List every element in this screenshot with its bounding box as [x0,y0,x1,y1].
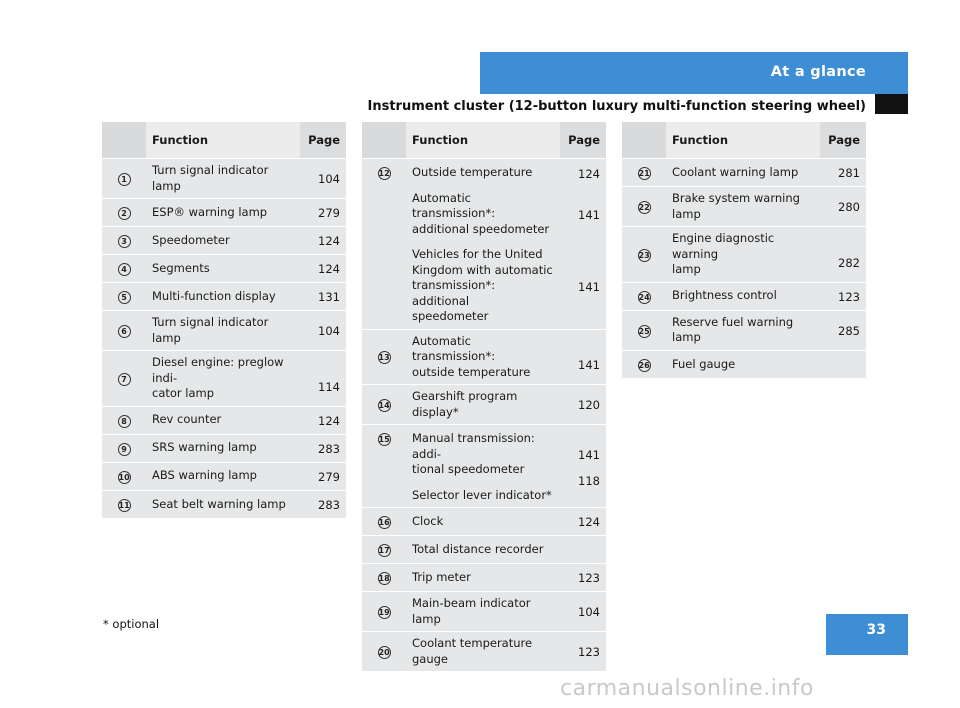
page-ref: 104 [318,324,340,339]
page-cell [300,351,346,407]
function-cell [666,282,820,310]
function-cell [666,350,820,378]
page-cell [300,159,346,199]
callout-number: 6 [118,325,131,338]
page-ref: 285 [838,323,860,338]
function-cell [146,406,300,434]
function-text: ABS warning lamp [152,468,257,483]
table-row [362,425,606,508]
page-ref: 124 [318,262,340,277]
page-ref: 123 [578,645,600,660]
callout-number: 9 [118,443,131,456]
callout-number: 16 [378,518,390,527]
page-number: 33 [866,622,886,638]
function-text: Segments [152,260,210,275]
row-number-cell [102,406,146,434]
function-text: Coolant warning lamp [672,164,799,179]
table-row [362,329,606,385]
header-page: Page [560,122,606,159]
function-text: Reserve fuel warning lamp [672,314,794,344]
function-text: Speedometer [152,232,230,247]
callout-number: 8 [118,415,131,428]
page-ref: 283 [318,498,340,512]
table-row [622,310,866,350]
callout-number: 21 [638,169,650,178]
callout-number: 12 [378,169,390,178]
page-cell [300,199,346,227]
page-cell [300,462,346,490]
page-cell [300,490,346,518]
function-text: Fuel gauge [672,356,736,371]
function-cell [406,385,560,425]
function-text: Total distance recorder [412,541,544,556]
table-header-row [362,122,606,159]
function-text: Multi-function display [152,288,276,303]
table-row [362,385,606,425]
row-number-cell [102,311,146,351]
function-text: ESP® warning lamp [152,204,268,219]
function-text: Diesel engine: preglow indi- cator lamp [152,355,284,400]
function-text: Gearshift program display* [412,389,518,419]
table-row [102,159,346,199]
function-cell [666,310,820,350]
page-ref: 124 [318,234,340,249]
function-text: Rev counter [152,412,222,427]
function-text: Brake system warning lamp [672,191,800,221]
callout-number: 25 [638,326,650,336]
page-ref [820,357,860,373]
row-number-cell [102,159,146,199]
callout-number: 23 [638,250,650,260]
function-text: Main-beam indicator lamp [412,596,531,626]
function-cell [146,159,300,199]
header-number-cell [102,122,146,159]
callout-number: 15 [378,435,390,444]
row-number-cell [102,490,146,518]
callout-number: 1 [118,173,131,186]
page-cell [560,385,606,425]
page-ref: 279 [318,469,340,484]
row-number-cell [102,351,146,407]
table-row [622,282,866,310]
page-cell [560,536,606,564]
header-marker-block [875,94,908,114]
table-row [102,311,346,351]
page-cell [560,159,606,330]
table-row [102,199,346,227]
page-cell [820,159,866,187]
page-ref: 141 [578,358,600,373]
row-number-cell [102,462,146,490]
table-row [102,490,346,518]
callout-number: 24 [638,292,650,302]
page-ref: 141 [578,448,600,462]
callout-number: 19 [378,608,390,617]
row-number-cell [622,282,666,310]
function-table-2 [362,122,606,671]
function-cell [146,490,300,518]
function-text: Brightness control [672,288,777,303]
table-row [622,187,866,227]
function-cell [406,329,560,385]
row-number-cell [102,283,146,311]
function-cell [146,351,300,407]
footnote: * optional [103,617,160,631]
function-cell [666,227,820,283]
function-table-1 [102,122,346,518]
table-row [102,227,346,255]
function-text: Coolant temperature gauge [412,636,533,666]
callout-number: 18 [378,574,390,583]
function-text: Outside temperature [412,165,533,179]
function-cell [406,425,560,508]
callout-number: 26 [638,360,650,370]
row-number-cell [102,227,146,255]
page-ref: 123 [838,289,860,304]
page-cell [560,425,606,508]
row-number-cell [362,536,406,564]
page-cell [300,227,346,255]
page-cell [560,592,606,632]
function-cell [406,536,560,564]
function-text: Automatic transmission*: outside temperature [412,333,531,379]
function-cell [146,462,300,490]
page-subtitle: Instrument cluster (12-button luxury multi-function steering wheel) [367,99,866,114]
watermark: carmanualsonline.info [560,676,814,701]
page-cell [820,187,866,227]
table-row [102,351,346,407]
function-text: Seat belt warning lamp [152,496,286,511]
page-cell [820,227,866,283]
callout-number: 11 [118,500,130,510]
row-number-cell [362,329,406,385]
function-text: Selector lever indicator* [412,487,552,502]
page-ref: 280 [838,200,860,215]
page-cell [820,282,866,310]
function-cell [406,508,560,536]
function-text: Automatic transmission*: additional speedometer [412,190,550,236]
row-number-cell [362,632,406,672]
row-number-cell [622,350,666,378]
row-number-cell [622,159,666,187]
page-ref: 124 [578,515,600,530]
function-text: Manual transmission: addi- tional speedometer [412,431,535,476]
function-cell [146,199,300,227]
function-cell [666,187,820,227]
callout-number: 4 [118,263,131,276]
row-number-cell [102,434,146,462]
callout-number: 10 [118,472,130,482]
row-number-cell [362,592,406,632]
header-page: Page [300,122,346,159]
table-row [102,462,346,490]
table-row [102,406,346,434]
page-ref: 131 [318,290,340,305]
header-page: Page [820,122,866,159]
table-row [362,564,606,592]
page-ref: 282 [838,255,860,270]
row-number-cell [622,187,666,227]
page-ref: 114 [318,379,340,394]
page-ref: 283 [318,441,340,456]
callout-number: 13 [378,353,390,363]
row-number-cell [362,564,406,592]
page-ref: 124 [578,166,600,181]
page-cell [300,406,346,434]
page-cell [300,283,346,311]
function-cell [406,564,560,592]
table-row [362,536,606,564]
row-number-cell [362,385,406,425]
table-row [102,283,346,311]
callout-number: 17 [378,546,390,555]
function-cell [146,283,300,311]
function-text: Engine diagnostic warning lamp [672,231,775,276]
page-ref: 104 [318,172,340,187]
page-ref: 281 [838,166,860,181]
function-cell [406,159,560,330]
page-ref: 141 [578,207,600,222]
page-cell [560,632,606,672]
callout-number: 7 [118,373,131,386]
page-ref [560,542,600,558]
page-cell [560,508,606,536]
table-row [622,159,866,187]
function-cell [406,592,560,632]
page-ref: 118 [578,473,600,488]
page-cell [300,255,346,283]
page-cell [820,350,866,378]
function-table-3 [622,122,866,378]
page-ref: 120 [578,398,600,413]
table-row [362,632,606,672]
header-number-cell [362,122,406,159]
function-cell [146,434,300,462]
header-function: Function [146,122,300,159]
table-row [362,592,606,632]
page-cell [300,434,346,462]
function-cell [666,159,820,187]
row-number-cell [362,508,406,536]
callout-number: 5 [118,291,131,304]
function-cell [146,227,300,255]
function-text: Clock [412,513,444,528]
callout-number: 3 [118,235,131,248]
table-row [362,508,606,536]
row-number-cell [102,199,146,227]
header-number-cell [622,122,666,159]
function-text: Turn signal indicator lamp [152,315,269,345]
table-row [622,350,866,378]
table-row [622,227,866,283]
function-text: Vehicles for the United Kingdom with automatic transmission*: additional speedometer [412,247,553,323]
function-cell [146,311,300,351]
callout-number: 20 [378,648,390,657]
page-cell [300,311,346,351]
section-title: At a glance [770,64,866,80]
function-cell [406,632,560,672]
function-text: Trip meter [412,569,471,584]
page-cell [820,310,866,350]
callout-number: 22 [638,203,650,212]
function-text: SRS warning lamp [152,440,257,455]
page-ref: 104 [578,605,600,620]
table-row [102,434,346,462]
page-ref: 279 [318,206,340,221]
table-header-row [102,122,346,159]
header-function: Function [406,122,560,159]
row-number-cell [102,255,146,283]
row-number-cell [362,159,406,330]
callout-number: 14 [378,401,390,410]
function-cell [146,255,300,283]
function-text: Turn signal indicator lamp [152,163,269,193]
row-number-cell [362,425,406,508]
callout-number: 2 [118,207,131,220]
page-ref: 123 [578,571,600,586]
page-ref: 124 [318,413,340,428]
table-header-row [622,122,866,159]
table-row [102,255,346,283]
row-number-cell [622,310,666,350]
row-number-cell [622,227,666,283]
page-ref: 141 [578,279,600,294]
header-function: Function [666,122,820,159]
page-cell [560,329,606,385]
table-row [362,159,606,330]
page-cell [560,564,606,592]
